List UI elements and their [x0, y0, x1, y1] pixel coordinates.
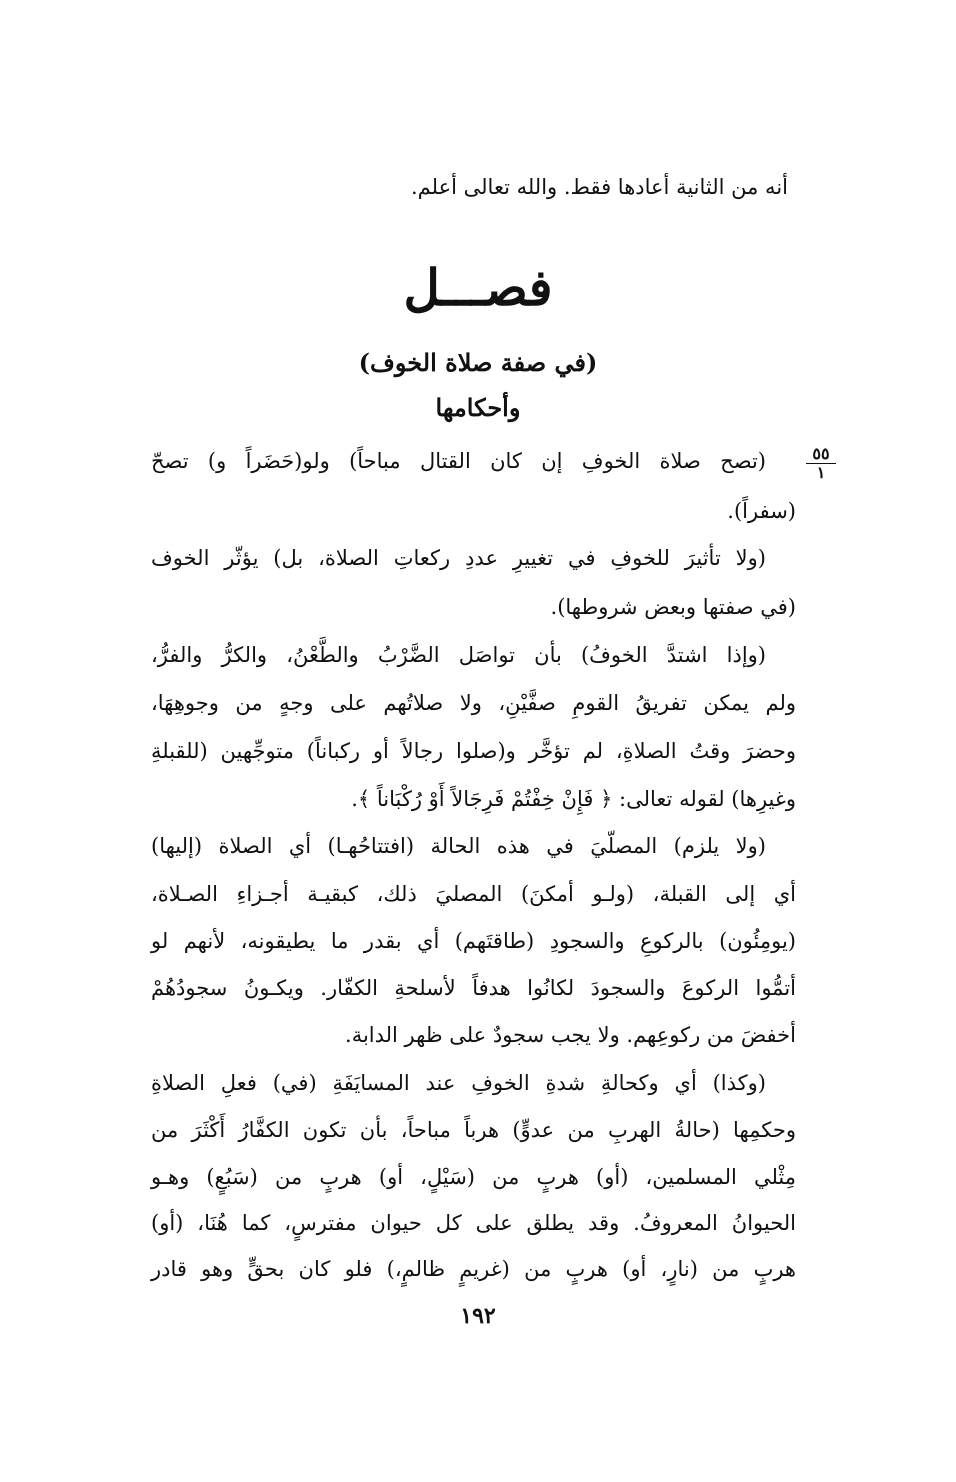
body-line: (وإذا اشتدَّ الخوفُ) بأن تواصَل الضَّرْبُ والطَّعْنُ، والكرُّ والفرُّ،	[151, 643, 766, 667]
body-line: ولم يمكن تفريقُ القومِ صفَّيْنِ، ولا صلاتُهم على وجهٍ من وجوهِهَا،	[151, 691, 796, 715]
body-line: أخفضَ من ركوعِهم. ولا يجب سجودٌ على ظهر الدابة.	[345, 1023, 796, 1047]
body-line: أي إلى القبلة، (ولـو أمكنَ) المصليَ ذلك، كبقيـة أجـزاءِ الصـلاة،	[151, 882, 796, 906]
body-line: (وكذا) أي وكحالةِ شدةِ الخوفِ عند المسايَفَةِ (في) فعلِ الصلاةِ	[151, 1071, 766, 1095]
body-line: (سفراً).	[727, 499, 796, 523]
body-line: (تصح صلاة الخوفِ إن كان القتال مباحاً) ولو(حَضَراً و) تصحّ	[151, 449, 766, 473]
intro-line: أنه من الثانية أعادها فقط. والله تعالى أعلم.	[411, 175, 788, 199]
section-title-word: فصـــل	[403, 258, 553, 317]
body-line: مِثْلي المسلمين، (أو) هربٍ من (سَيْلٍ، أو) هربٍ من (سَبُعٍ) وهـو	[151, 1165, 796, 1189]
body-line: الحيوانُ المعروفُ. وقد يطلق على كل حيوان مفترسٍ، كما هُنَا، (أو)	[151, 1211, 796, 1235]
body-line: وحضرَ وقتُ الصلاةِ، لم تؤخَّر و(صلوا رجالاً أو ركباناً) متوجِّهين (للقبلةِ	[151, 739, 796, 763]
margin-marker-top: ٥٥	[806, 446, 836, 464]
body-line: (ولا يلزم) المصلّيَ في هذه الحالة (افتتاحُهـا) أي الصلاة (إليها)	[151, 834, 766, 858]
section-subheading: وأحكامها	[435, 393, 521, 422]
margin-marker	[806, 446, 836, 481]
body-line: وغيرِها) لقوله تعالى: ﴿ فَإِنْ خِفْتُمْ فَرِجَالاً أَوْ رُكْبَاناً ﴾.	[351, 787, 796, 811]
body-line: (ولا تأثيرَ للخوفِ في تغييرِ عددِ ركعاتِ الصلاة، بل) يؤثّر الخوف	[151, 546, 766, 570]
body-line: (يومِئُون) بالركوعِ والسجودِ (طاقتَهم) أي بقدر ما يطيقونه، لأنهم لو	[151, 929, 796, 953]
page-number: ١٩٢	[460, 1303, 496, 1329]
body-line: وحكمِها (حالةُ الهربِ من عدوٍّ) هرباً مباحاً، بأن تكون الكفَّارُ أَكْثَرَ من	[151, 1118, 796, 1142]
section-heading: (في صفة صلاة الخوف)	[358, 348, 598, 377]
body-line: أتمُّوا الركوعَ والسجودَ لكانُوا هدفاً لأسلحةِ الكفّار. ويكـونُ سجودُهُمْ	[151, 976, 796, 1000]
margin-marker-bottom: ١	[816, 463, 826, 482]
body-line: (في صفتها وبعض شروطها).	[550, 595, 796, 619]
body-line: هربٍ من (نارٍ، أو) هربٍ من (غريمٍ ظالمٍ،) فلو كان بحقٍّ وهو قادر	[151, 1257, 796, 1281]
